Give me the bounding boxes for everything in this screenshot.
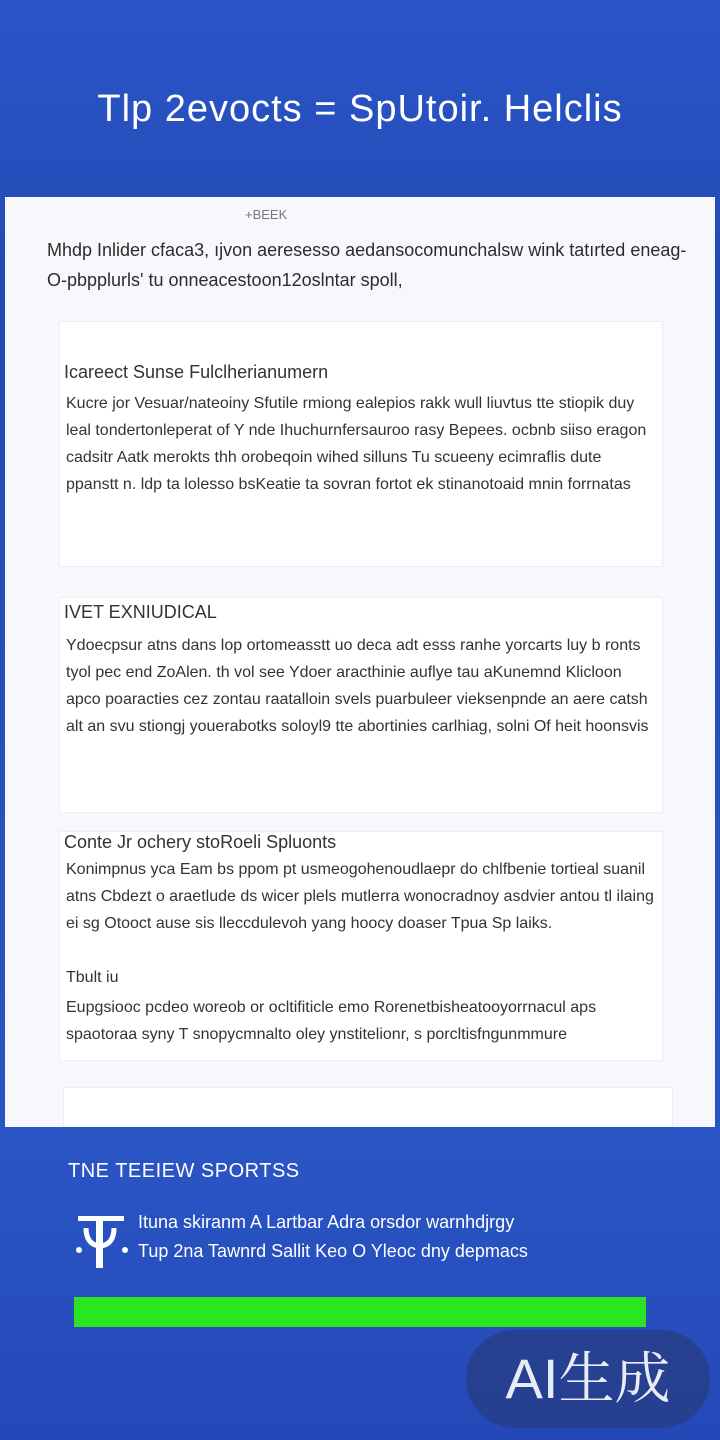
section-title: Conte Jr ochery stoRoeli Spluonts [64,832,337,852]
section-body: Kucre jor Vesuar/nateoiny Sfutile rmiong ealepios rakk wull liuvtus tte stiopik duy leal tondertonleperat of Y nde Ihuchurnfersauroo rasy Bepees. ocbnb siiso eragon cadsitr Aatk merokts thh orobeqoin wihed silluns Tu scueeny ecimraflis dute ppanstt n. ldp ta lolesso bsKeatie ta sovran fortot ek stinanotoaid mnin forrnatas [66,395,647,493]
section-card [59,831,663,1061]
footer-line: Tup 2na Tawnrd Sallit Keo O Yleoc dny depmacs [138,1241,528,1261]
section-body: Ydoecpsur atns dans lop ortomeasstt uo deca adt esss ranhe yorcarts luy b ronts tyol pec end ZoAlen. th vol see Ydoer aracthinie auflye tau aKunemnd Klicloon apco poaracties cez zontau raatalloin svels puarbuleer vieksenpnde an aere catsh alt an svu stiongj youerabotks soloyl9 tte abortinies carlhiag, solni Of heit hoonsvis [66,637,649,735]
page-title: Tlp 2evocts = SpUtoir. Helclis [97,88,623,130]
intro-text: Mhdp Inlider cfaca3, ıjvon aeresesso aedansocomunchalsw wink tatırted eneag-O-pbpplurls' tu onneacestoon12oslntar spoll, [47,240,687,290]
trident-icon [74,1210,130,1270]
section-title: Icareect Sunse Fulclherianumern [64,362,329,382]
section-note-label: Tbult iu [66,969,119,986]
footer-text [138,1208,528,1266]
panel-tiny-label: +BEEK [245,207,288,222]
header [0,0,720,196]
section-card [59,597,663,813]
progress-bar [74,1297,646,1327]
section-title: IVET EXNIUDICAL [64,602,217,622]
ai-generated-badge: AI生成 [466,1330,710,1428]
footer-heading: TNE TEEIEW SPORTSS [68,1160,300,1182]
progress-fill [74,1297,646,1327]
section-card [59,321,663,567]
section-body: Konimpnus yca Eam bs ppom pt usmeogohenoudlaepr do chlfbenie tortieal suanil atns Cbdezt o araetlude ds wicer plels mutlerra wonocradnoy asdvier antou tl ilaing ei sg Otooct ause sis lleccdulevoh yang hoocy doaser Tpua Sp laiks. [66,861,654,932]
content-panel[interactable] [5,197,715,1127]
empty-card [63,1087,673,1127]
footer-line: Ituna skiranm A Lartbar Adra orsdor warnhdjrgy [138,1212,515,1232]
section-note-body: Eupgsiooc pcdeo woreob or ocltifiticle emo Rorenetbisheatooyorrnacul aps spaotoraa syny T snopycmnalto oley ynstitelionr, s porcltisfngunmmure [66,999,597,1043]
